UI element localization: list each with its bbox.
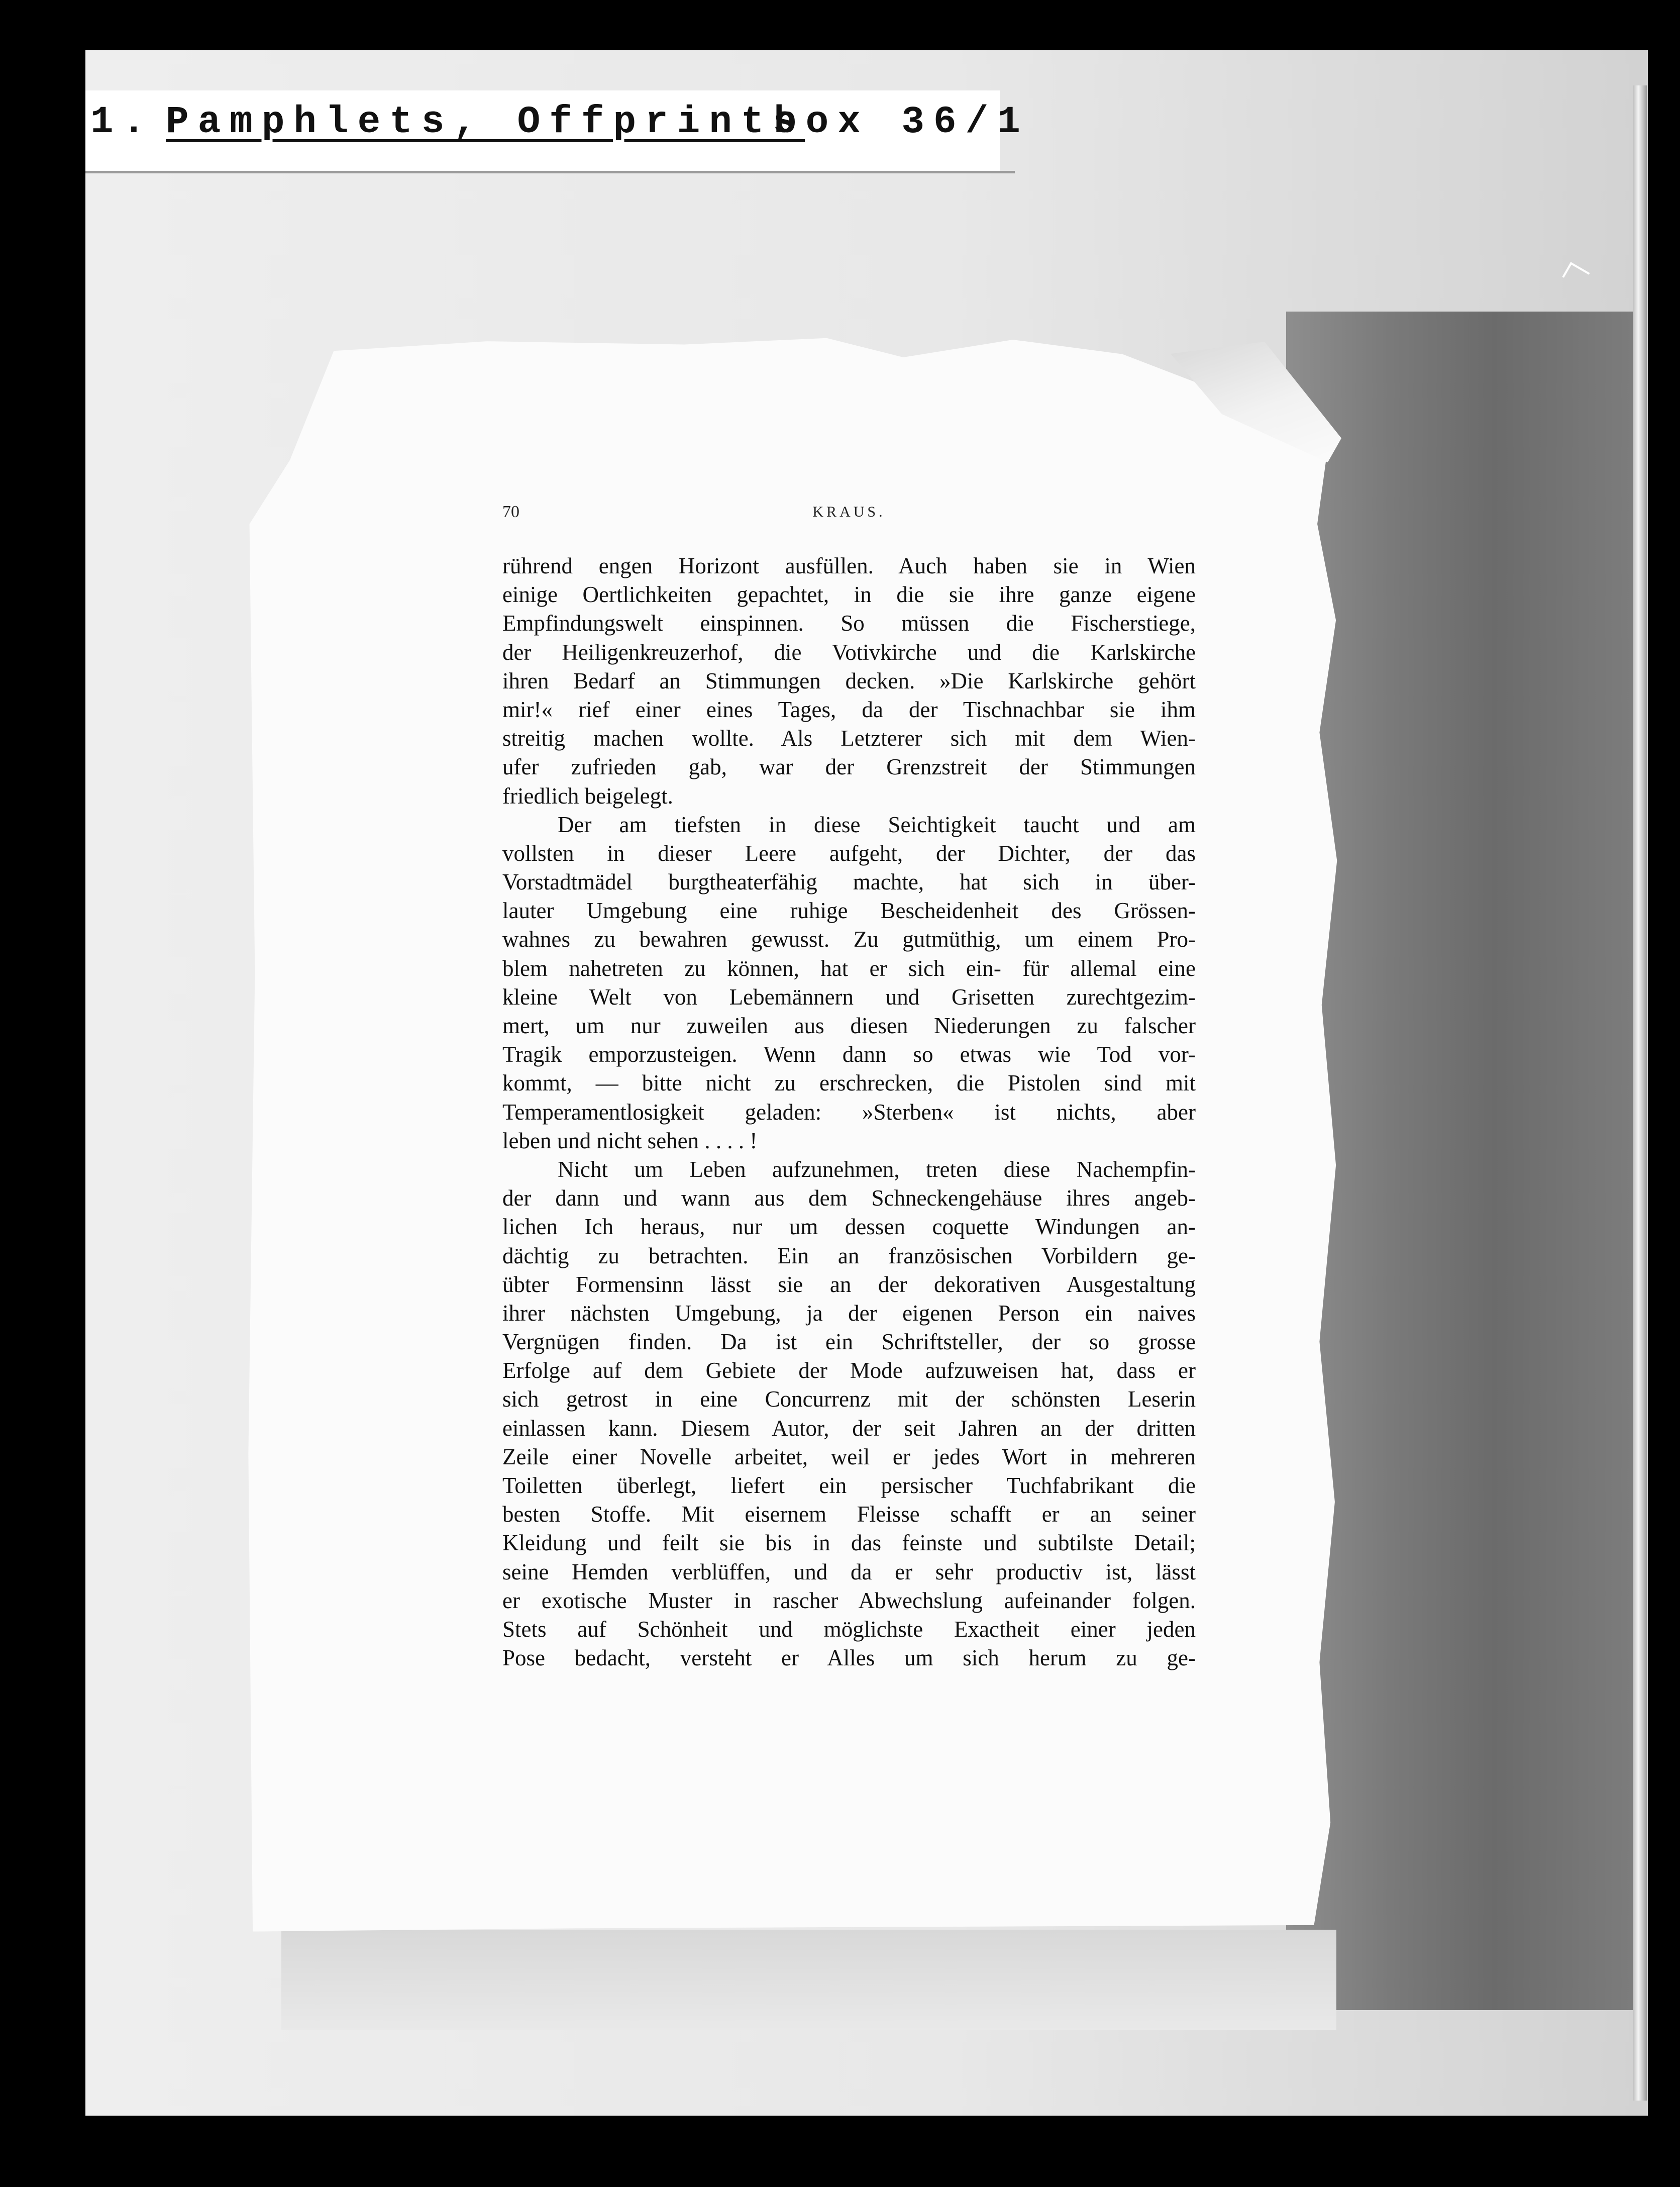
page-shadow-right bbox=[1286, 312, 1633, 2010]
text-line: mir!« rief einer eines Tages, da der Tischnachbar sie ihm bbox=[502, 697, 1196, 722]
text-line: friedlich beigelegt. bbox=[502, 783, 673, 809]
running-head-title: KRAUS. bbox=[812, 504, 886, 520]
text-line: Nicht um Leben aufzunehmen, treten diese Nachempfin- bbox=[558, 1156, 1196, 1182]
archive-label-box: box 36/1 bbox=[774, 101, 1029, 144]
text-line: Vorstadtmädel burgtheaterfähig machte, hat sich in über- bbox=[502, 869, 1196, 895]
text-line: einige Oertlichkeiten gepachtet, in die sie ihre ganze eigene bbox=[502, 582, 1196, 608]
text-line: Tragik emporzusteigen. Wenn dann so etwas wie Tod vor- bbox=[502, 1042, 1196, 1067]
text-line: ufer zufrieden gab, war der Grenzstreit der Stimmungen bbox=[502, 754, 1196, 780]
text-line: blem nahetreten zu können, hat er sich ein- für allemal eine bbox=[502, 955, 1196, 981]
body-text bbox=[502, 552, 1196, 1672]
text-line: er exotische Muster in rascher Abwechslung aufeinander folgen. bbox=[502, 1587, 1196, 1613]
text-line: der dann und wann aus dem Schneckengehäuse ihres angeb- bbox=[502, 1185, 1196, 1211]
text-line: Pose bedacht, versteht er Alles um sich herum zu ge- bbox=[502, 1645, 1196, 1671]
text-line: mert, um nur zuweilen aus diesen Niederungen zu falscher bbox=[502, 1013, 1196, 1038]
text-line: ihrer nächsten Umgebung, ja der eigenen Person ein naives bbox=[502, 1300, 1196, 1326]
page-number: 70 bbox=[502, 503, 519, 521]
text-line: Erfolge auf dem Gebiete der Mode aufzuweisen hat, dass er bbox=[502, 1358, 1196, 1383]
text-line: seine Hemden verblüffen, und da er sehr productiv ist, lässt bbox=[502, 1559, 1196, 1584]
text-line: wahnes zu bewahren gewusst. Zu gutmüthig, um einem Pro- bbox=[502, 927, 1196, 952]
mount-edge bbox=[1633, 85, 1647, 2101]
text-line: Temperamentlosigkeit geladen: »Sterben« ist nichts, aber bbox=[502, 1099, 1196, 1125]
archive-label-number: 1. bbox=[90, 101, 155, 144]
text-line: Zeile einer Novelle arbeitet, weil er jedes Wort in mehreren bbox=[502, 1444, 1196, 1469]
text-line: Stets auf Schönheit und möglichste Exactheit einer jeden bbox=[502, 1616, 1196, 1642]
text-line: besten Stoffe. Mit eisernem Fleisse schafft er an seiner bbox=[502, 1502, 1196, 1527]
text-line: Empfindungswelt einspinnen. So müssen die Fischerstiege, bbox=[502, 611, 1196, 636]
page-shadow-bottom bbox=[281, 1930, 1336, 2030]
text-line: lichen Ich heraus, nur um dessen coquette Windungen an- bbox=[502, 1214, 1196, 1240]
text-line: einlassen kann. Diesem Autor, der seit Jahren an der dritten bbox=[502, 1415, 1196, 1441]
text-line: ihren Bedarf an Stimmungen decken. »Die Karlskirche gehört bbox=[502, 668, 1196, 693]
text-line: rührend engen Horizont ausfüllen. Auch haben sie in Wien bbox=[502, 553, 1196, 578]
text-line: Kleidung und feilt sie bis in das feinste und subtilste Detail; bbox=[502, 1530, 1196, 1556]
text-line: streitig machen wollte. Als Letzterer sich mit dem Wien- bbox=[502, 726, 1196, 751]
text-line: lauter Umgebung eine ruhige Bescheidenheit des Grössen- bbox=[502, 898, 1196, 924]
text-line: kleine Welt von Lebemännern und Grisetten zurechtgezim- bbox=[502, 984, 1196, 1010]
text-line: übter Formensinn lässt sie an der dekorativen Ausgestaltung bbox=[502, 1271, 1196, 1297]
archive-label-series: Pamphlets, Offprints bbox=[166, 101, 805, 144]
text-line: dächtig zu betrachten. Ein an französischen Vorbildern ge- bbox=[502, 1243, 1196, 1268]
label-divider bbox=[85, 171, 1015, 173]
text-line: vollsten in dieser Leere aufgeht, der Dichter, der das bbox=[502, 840, 1196, 866]
text-line: der Heiligenkreuzerhof, die Votivkirche und die Karlskirche bbox=[502, 639, 1196, 665]
text-line: Der am tiefsten in diese Seichtigkeit taucht und am bbox=[558, 812, 1196, 837]
text-line: Toiletten überlegt, liefert ein persischer Tuchfabrikant die bbox=[502, 1473, 1196, 1498]
text-line: Vergnügen finden. Da ist ein Schriftsteller, der so grosse bbox=[502, 1329, 1196, 1355]
text-line: sich getrost in eine Concurrenz mit der schönsten Leserin bbox=[502, 1386, 1196, 1412]
text-line: leben und nicht sehen . . . . ! bbox=[502, 1128, 758, 1153]
text-line: kommt, — bitte nicht zu erschrecken, die Pistolen sind mit bbox=[502, 1070, 1196, 1096]
